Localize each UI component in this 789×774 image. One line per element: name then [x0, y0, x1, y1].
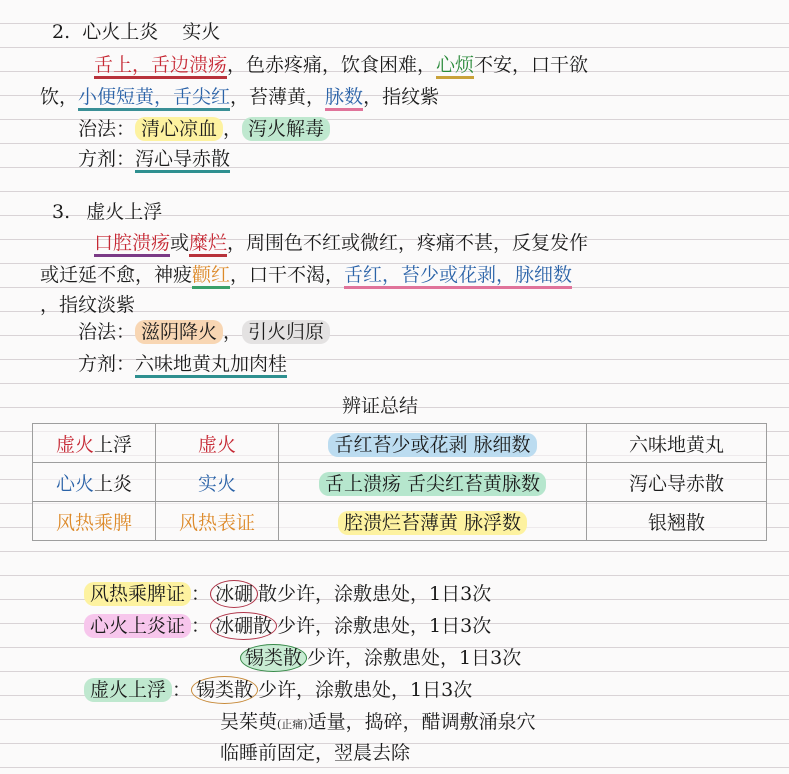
syndrome-label: 虚火上浮 — [84, 678, 172, 702]
treatment-2: 泻火解毒 — [242, 117, 330, 141]
symptom-pulse: 脉数 — [325, 86, 363, 111]
symptom-text: ，指纹紫 — [363, 86, 440, 108]
herb-note: (止痛) — [277, 718, 308, 731]
symptom-ulcer-tongue: 舌上，舌边溃疡 — [94, 54, 227, 79]
signs-cell — [279, 502, 587, 541]
section-2-formula — [78, 146, 230, 172]
syndrome-part: 虚火 — [55, 433, 94, 456]
nature-cell: 虚火 — [156, 424, 279, 463]
treatment-label: 治法： — [78, 118, 136, 140]
medicine-name: 冰硼 — [210, 580, 258, 608]
table-row — [33, 463, 767, 502]
signs-text: 舌红苔少或花剥 脉细数 — [328, 433, 536, 457]
treatment-label: 治法： — [78, 321, 136, 343]
syndrome-cell — [33, 463, 156, 502]
formula-label: 方剂： — [78, 148, 136, 170]
separator: ， — [223, 118, 243, 140]
nature-cell: 实火 — [156, 463, 279, 502]
external-row-3 — [240, 645, 521, 671]
external-row-1 — [84, 581, 491, 607]
section-2-title: 心火上炎 — [82, 21, 159, 43]
symptom-flushed-cheeks: 颧红 — [192, 264, 230, 289]
treatment-2: 引火归原 — [242, 320, 330, 344]
formula-name: 六味地黄丸加肉桂 — [135, 353, 287, 378]
section-2-heading — [52, 19, 220, 45]
symptom-oral-ulcer: 口腔溃疡 — [94, 232, 170, 257]
external-row-6: 临睡前固定，翌晨去除 — [220, 742, 411, 764]
section-3-title: 虚火上浮 — [86, 201, 163, 223]
summary-title: 辨证总结 — [342, 395, 419, 417]
separator: ： — [172, 679, 192, 701]
external-row-2 — [84, 613, 491, 639]
external-row-4 — [84, 677, 472, 703]
syndrome-cell — [33, 502, 156, 541]
symptom-text: ，口干不渴， — [230, 264, 345, 286]
formula-cell: 银翘散 — [587, 502, 767, 541]
formula-cell: 泻心导赤散 — [587, 463, 767, 502]
section-2-type: 实火 — [182, 21, 221, 43]
signs-text: 腔溃烂苔薄黄 脉浮数 — [338, 511, 527, 535]
symptom-text: ，苔薄黄， — [230, 86, 326, 108]
symptom-text: ，周围色不红或微红，疼痛不甚，反复发作 — [227, 232, 589, 254]
section-3-treatment — [78, 319, 330, 345]
treatment-1: 滋阴降火 — [135, 320, 223, 344]
symptom-tongue-pulse: 舌红，苔少或花剥，脉细数 — [344, 264, 572, 289]
symptom-text: 或 — [170, 232, 190, 254]
symptom-text: 或迁延不愈，神疲 — [40, 264, 193, 286]
formula-name: 泻心导赤散 — [135, 148, 230, 173]
section-3-formula — [78, 351, 287, 377]
syndrome-part: 上炎 — [94, 472, 133, 495]
syndrome-part: 上浮 — [94, 433, 133, 456]
symptom-text: 饮， — [40, 86, 79, 108]
medicine-name: 冰硼散 — [210, 612, 277, 640]
section-3-line-1 — [94, 230, 588, 256]
table-row — [33, 502, 767, 541]
treatment-1: 清心凉血 — [135, 117, 223, 141]
section-2-line-2 — [40, 84, 439, 110]
medicine-name: 锡类散 — [191, 676, 258, 704]
section-3-number: 3. — [52, 201, 71, 223]
symptom-urine-tongue: 小便短黄，舌尖红 — [78, 86, 230, 111]
syndrome-label: 心火上炎证 — [84, 614, 191, 638]
usage-text: 少许，涂敷患处，1日3次 — [307, 647, 522, 669]
external-row-5 — [220, 709, 536, 738]
separator: ： — [191, 583, 211, 605]
section-3-line-3: ，指纹淡紫 — [40, 294, 136, 316]
table-row — [33, 424, 767, 463]
summary-table — [32, 423, 767, 541]
usage-text: 少许，涂敷患处，1日3次 — [258, 679, 473, 701]
symptom-text: ，色赤疼痛，饮食困难， — [227, 54, 437, 76]
syndrome-part: 心火 — [55, 472, 94, 495]
formula-cell: 六味地黄丸 — [587, 424, 767, 463]
signs-cell — [279, 424, 587, 463]
syndrome-label: 风热乘脾证 — [84, 582, 191, 606]
separator: ： — [191, 615, 211, 637]
formula-label: 方剂： — [78, 353, 136, 375]
symptom-restless: 心烦 — [436, 54, 474, 79]
symptom-text: 不安，口干欲 — [474, 54, 589, 76]
herb-name: 吴茱萸 — [220, 711, 278, 733]
separator: ， — [223, 321, 243, 343]
section-2-treatment — [78, 116, 330, 142]
nature-cell: 风热表证 — [156, 502, 279, 541]
usage-text: 散少许，涂敷患处，1日3次 — [258, 583, 492, 605]
symptom-erosion: 糜烂 — [189, 232, 227, 257]
usage-text: 少许，涂敷患处，1日3次 — [277, 615, 492, 637]
syndrome-part: 风热乘脾 — [55, 511, 132, 534]
signs-cell — [279, 463, 587, 502]
section-3-line-2 — [40, 262, 572, 288]
signs-text: 舌上溃疡 舌尖红苔黄脉数 — [319, 472, 546, 496]
medicine-name: 锡类散 — [240, 644, 307, 672]
section-2-number: 2. — [52, 21, 71, 43]
section-3-heading — [52, 199, 162, 225]
section-2-line-1 — [94, 52, 588, 78]
syndrome-cell — [33, 424, 156, 463]
usage-text: 适量，捣碎，醋调敷涌泉穴 — [307, 711, 536, 733]
